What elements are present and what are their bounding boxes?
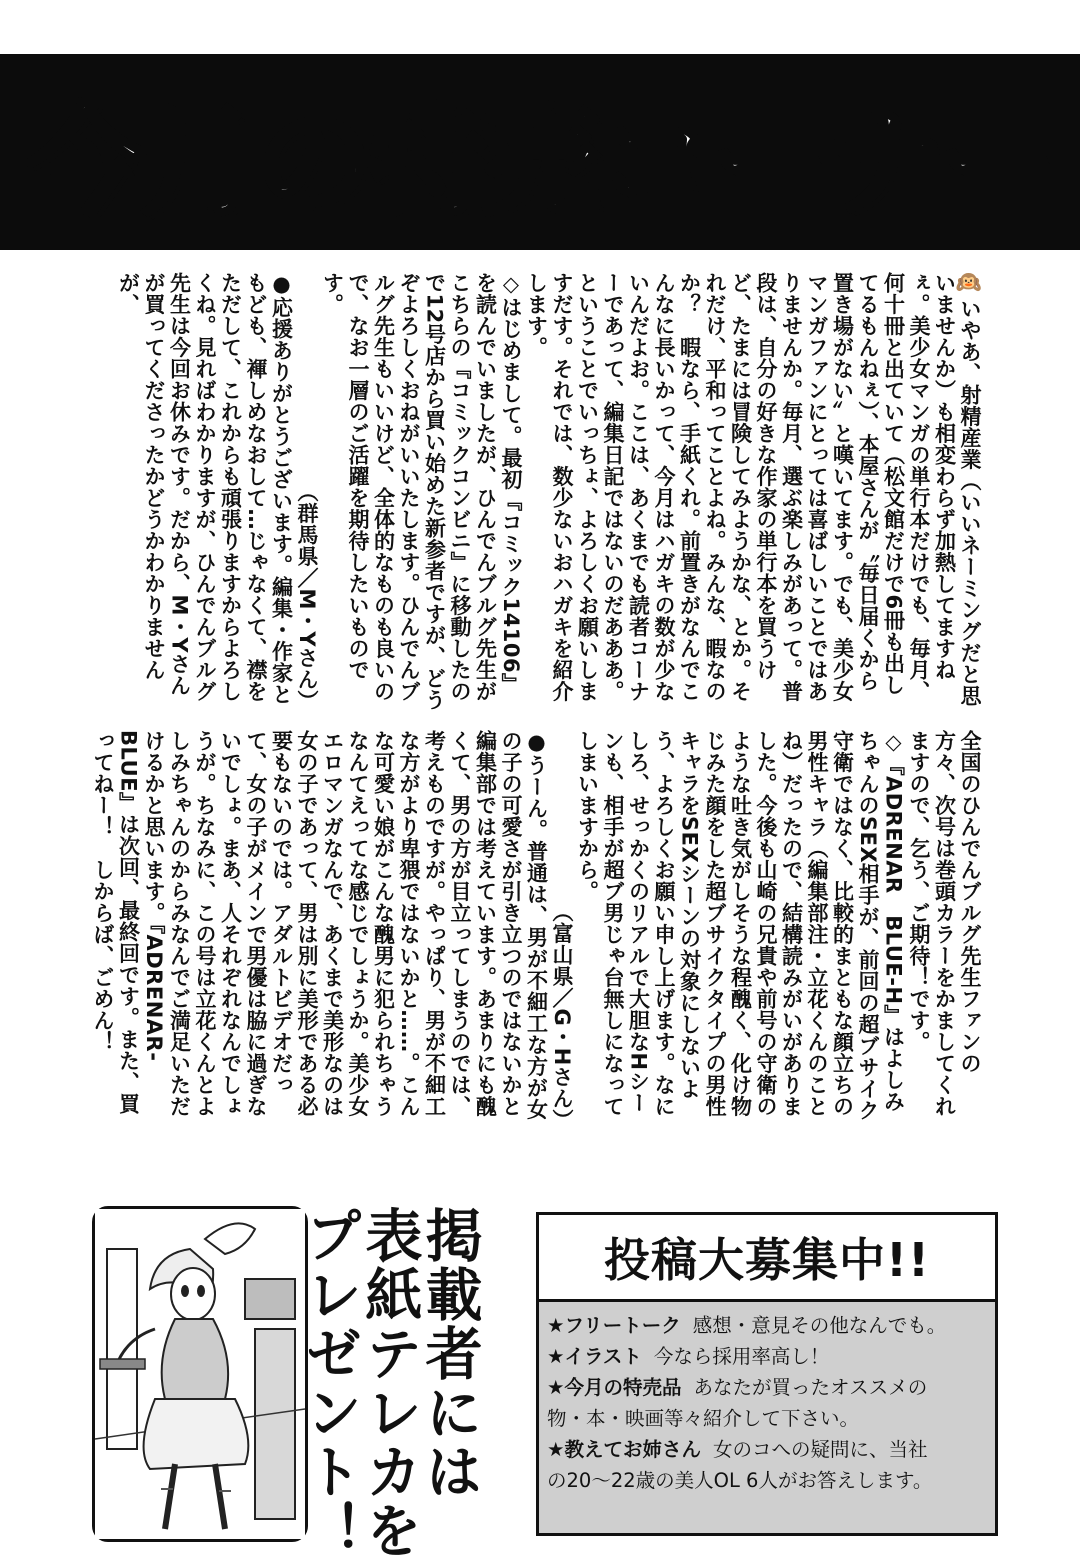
editor-intro: 🙉いやあ、射精産業（いいネーミングだと思いませんか）も相変わらず加熱してますねぇ。美少女マンガの単行本だけでも、毎月、何十冊と出ていて（松文館だけで6冊も出してるもんねぇ）、本屋さんが〝毎日届くから置き場がない〟と嘆いてます。でも、美少女マンガファンにとっては喜ばしいことではありませんか。毎月、選ぶ楽しみがあって。普段は、自分の好きな作家の単行本を買うけど、たまには冒険してみようかな、とか。それだけ、平和ってことよね。みんな、暇なのか？ 暇なら、手紙くれ。前置きがなんでこんなに長いかって、今月はハガキの数が少ないんだよお。ここは、あくまでも読者コーナーであって、編集日記ではないのだあああ。ということでいっちょ、よろしくお願いしますだす。それでは、数少ないおハガキを紹介します。 — [524, 272, 982, 707]
editor-reply: ●うーん。普通は、男が不細工な方が女の子の可愛さが引き立つのではないかと編集部では考えています。あまりにも醜くて、男の方が目立ってしまうのでは、考えものですが。やっぱり、男が不細工な方がより卑猥ではないかと……。こんな可愛い娘がこんな醜男に犯られちゃうなんてえってな感じでしょうか。美少女エロマンガなんで、あくまで美形なのは女の子であって、男は別に美形である必要もないのでは。アダルトビデオだって、女の子がメインで男優は脇に過ぎないでしょ。まあ、人それぞれなんでしょうが。ちなみに、この号は立花くんとよしみちゃんのからみなんでご満足いただけるかと思います。『ADRENAR-BLUE』は次回、最終回です。また、買ってねー！ しからば、ごめん！ — [91, 730, 549, 1120]
category-oneesan-cont: の20～22歳の美人OL 6人がお答えします。 — [547, 1469, 933, 1492]
category-illust: ★イラスト 今なら採用率高し！ — [547, 1345, 830, 1368]
reader-letter-block-1 — [92, 272, 982, 712]
reader-letter: ◇『ADRENAR BLUE-H』はよしみちゃんのSEX相手が、前回の超ブサイク守衛ではなく、比較的まともな顔立ちの男性キャラ（編集部注・立花くんのことね）だったので、結構読みがいがありました。今後も山崎の兄貴や前号の守衛のような吐き気がしそうな程醜く、化け物じみた顔をした超ブサイクタイプの男性キャラをSEXシーンの対象にしないよう、よろしくお願い申し上げます。なにしろ、せっかくのリアルで大胆なHシーンも、相手が超ブ男じゃ台無しになってしまいますから。 — [575, 730, 906, 1122]
reader-letter-block-2 — [91, 730, 982, 1130]
page-title: 今月の特売コーナー — [26, 93, 1053, 231]
letter-signature: （富山県／G・Hさん） — [550, 900, 574, 1130]
category-tokubai: ★今月の特売品 あなたが買ったオススメの — [547, 1376, 928, 1399]
submission-box — [536, 1212, 998, 1536]
illustration-drawing — [95, 1209, 305, 1539]
manga-illustration — [92, 1206, 308, 1542]
submission-categories — [539, 1299, 995, 1533]
submission-title: 投稿大募集中!! — [604, 1233, 930, 1287]
reader-letter: ◇はじめまして。最初『コミック14106』を読んでいましたが、ひんでんブルグ先生がこちらの『コミックコンビニ』に移動したので12号店から買い始めた新参者ですが、どうぞよろしくおねがいいたします。ひんでんブルグ先生もいいけど、全体的なものも良いので、なお一層のご活躍を期待したいものです。 — [320, 272, 523, 711]
category-tokubai-cont: 物・本・映画等々紹介して下さい。 — [547, 1407, 860, 1430]
category-oneesan: ★教えてお姉さん 女のコへの疑問に、当社 — [547, 1438, 928, 1461]
editor-reply: ●応援ありがとうございます。編集・作家ともども、褌しめなおして…じゃなくて、襟をただして、これからも頑張りますからよろしくね。見ればわかりますが、ひんでんブルグ先生は今回お休みです。だから、M・Yさんが買ってくださったかどうかわかりませんが、 — [116, 272, 294, 705]
category-free-talk: ★フリートーク 感想・意見その他なんでも。 — [547, 1314, 947, 1337]
present-line-1: 掲載者には — [416, 1206, 482, 1501]
editor-announcement: 全国のひんでんブルグ先生ファンの方々、次号は巻頭カラーをかましてくれますので、乞う、ご期待！です。 — [907, 730, 982, 1117]
present-line-3: プレゼント！ — [296, 1206, 362, 1560]
header-banner — [0, 54, 1080, 250]
letter-signature: （群馬県／M・Yさん） — [295, 481, 319, 712]
present-line-2: 表紙テレカを — [356, 1206, 422, 1560]
